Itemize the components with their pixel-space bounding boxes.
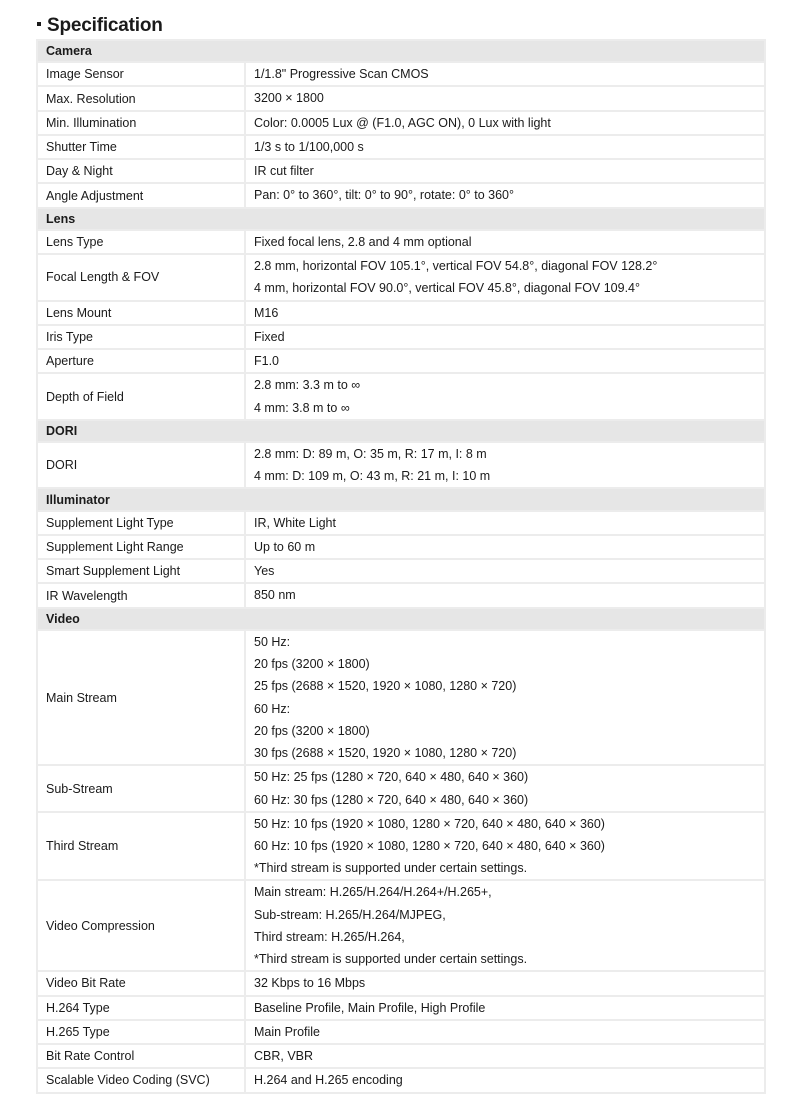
spec-label: Supplement Light Range xyxy=(37,535,245,559)
spec-value-line: Main Profile xyxy=(254,1024,320,1039)
section-title: Camera xyxy=(37,40,765,62)
spec-value-line: 850 nm xyxy=(254,588,296,603)
spec-value xyxy=(245,559,765,583)
spec-value xyxy=(245,325,765,349)
spec-label: Sub-Stream xyxy=(37,765,245,811)
spec-value-line: 2.8 mm: D: 89 m, O: 35 m, R: 17 m, I: 8 m xyxy=(254,446,487,461)
spec-value-line: Yes xyxy=(254,564,275,579)
spec-label: Max. Resolution xyxy=(37,86,245,110)
specification-table xyxy=(36,39,766,1094)
table-row xyxy=(37,86,765,110)
table-row xyxy=(37,1020,765,1044)
spec-label: IR Wavelength xyxy=(37,583,245,607)
spec-label: Bit Rate Control xyxy=(37,1044,245,1068)
spec-value-line: 1/3 s to 1/100,000 s xyxy=(254,139,364,154)
spec-value-line: 50 Hz: 10 fps (1920 × 1080, 1280 × 720, 640 × 480, 640 × 360) xyxy=(254,816,605,831)
spec-label: Lens Type xyxy=(37,230,245,254)
spec-value-line: 4 mm: 3.8 m to ∞ xyxy=(254,400,350,415)
spec-value-line: 2.8 mm, horizontal FOV 105.1°, vertical FOV 54.8°, diagonal FOV 128.2° xyxy=(254,259,658,274)
spec-label: Smart Supplement Light xyxy=(37,559,245,583)
spec-value xyxy=(245,159,765,183)
spec-label: Third Stream xyxy=(37,812,245,881)
section-title: DORI xyxy=(37,420,765,442)
spec-label: H.265 Type xyxy=(37,1020,245,1044)
spec-label: Focal Length & FOV xyxy=(37,254,245,300)
spec-value-line: 4 mm: D: 109 m, O: 43 m, R: 21 m, I: 10 m xyxy=(254,469,491,484)
spec-value xyxy=(245,442,765,488)
spec-value-line: M16 xyxy=(254,305,279,320)
section-header-illuminator xyxy=(37,488,765,510)
table-row xyxy=(37,511,765,535)
spec-label: Depth of Field xyxy=(37,373,245,419)
table-row xyxy=(37,765,765,811)
table-row xyxy=(37,183,765,207)
spec-label: Video Bit Rate xyxy=(37,971,245,995)
spec-label: Main Stream xyxy=(37,630,245,765)
spec-value xyxy=(245,812,765,881)
spec-label: Video Compression xyxy=(37,880,245,971)
spec-value-line: 4 mm, horizontal FOV 90.0°, vertical FOV 45.8°, diagonal FOV 109.4° xyxy=(254,281,641,296)
spec-value-line: 3200 × 1800 xyxy=(254,91,324,106)
spec-value-line: F1.0 xyxy=(254,354,280,369)
section-title: Lens xyxy=(37,208,765,230)
spec-value xyxy=(245,135,765,159)
spec-value xyxy=(245,1020,765,1044)
section-header-lens xyxy=(37,208,765,230)
spec-value xyxy=(245,111,765,135)
spec-label: Angle Adjustment xyxy=(37,183,245,207)
table-row xyxy=(37,135,765,159)
page-title-text: Specification xyxy=(47,15,163,36)
spec-label: H.264 Type xyxy=(37,996,245,1020)
spec-value xyxy=(245,62,765,86)
spec-label: Scalable Video Coding (SVC) xyxy=(37,1068,245,1092)
table-row xyxy=(37,1068,765,1092)
spec-value-line: 50 Hz: xyxy=(254,634,291,649)
spec-value xyxy=(245,254,765,300)
spec-value xyxy=(245,349,765,373)
spec-value xyxy=(245,535,765,559)
spec-value-line: *Third stream is supported under certain settings. xyxy=(254,952,528,967)
spec-label: Day & Night xyxy=(37,159,245,183)
spec-value-line: Up to 60 m xyxy=(254,539,316,554)
table-row xyxy=(37,630,765,765)
spec-value-line: 1/1.8" Progressive Scan CMOS xyxy=(254,67,429,82)
section-title: Illuminator xyxy=(37,488,765,510)
table-row xyxy=(37,1044,765,1068)
spec-value-line: 2.8 mm: 3.3 m to ∞ xyxy=(254,378,361,393)
spec-value xyxy=(245,373,765,419)
spec-value xyxy=(245,301,765,325)
table-row xyxy=(37,62,765,86)
square-bullet-icon xyxy=(37,22,41,26)
spec-value-line: CBR, VBR xyxy=(254,1049,314,1064)
spec-value-line: Baseline Profile, Main Profile, High Profile xyxy=(254,1000,486,1015)
spec-value-line: 25 fps (2688 × 1520, 1920 × 1080, 1280 × 720) xyxy=(254,679,517,694)
table-row xyxy=(37,373,765,419)
table-row xyxy=(37,535,765,559)
spec-value xyxy=(245,183,765,207)
table-row xyxy=(37,301,765,325)
spec-value xyxy=(245,1068,765,1092)
table-row xyxy=(37,559,765,583)
spec-label: DORI xyxy=(37,442,245,488)
table-row xyxy=(37,971,765,995)
spec-label: Image Sensor xyxy=(37,62,245,86)
section-header-camera xyxy=(37,40,765,62)
table-row xyxy=(37,583,765,607)
spec-value-line: 60 Hz: xyxy=(254,701,291,716)
table-row xyxy=(37,812,765,881)
spec-value-line: Sub-stream: H.265/H.264/MJPEG, xyxy=(254,907,446,922)
spec-value xyxy=(245,996,765,1020)
table-row xyxy=(37,230,765,254)
table-row xyxy=(37,996,765,1020)
table-row xyxy=(37,349,765,373)
spec-value xyxy=(245,511,765,535)
spec-value-line: 30 fps (2688 × 1520, 1920 × 1080, 1280 × 720) xyxy=(254,746,517,761)
table-row xyxy=(37,111,765,135)
table-row xyxy=(37,442,765,488)
section-header-dori xyxy=(37,420,765,442)
spec-value-line: IR, White Light xyxy=(254,515,336,530)
spec-value xyxy=(245,1044,765,1068)
table-row xyxy=(37,880,765,971)
spec-label: Supplement Light Type xyxy=(37,511,245,535)
spec-label: Lens Mount xyxy=(37,301,245,325)
spec-label: Aperture xyxy=(37,349,245,373)
spec-value-line: 20 fps (3200 × 1800) xyxy=(254,723,370,738)
spec-value-line: Fixed xyxy=(254,329,285,344)
spec-value-line: Fixed focal lens, 2.8 and 4 mm optional xyxy=(254,234,472,249)
section-header-video xyxy=(37,608,765,630)
spec-value-line: 60 Hz: 10 fps (1920 × 1080, 1280 × 720, 640 × 480, 640 × 360) xyxy=(254,838,605,853)
page-title xyxy=(37,14,163,38)
specification-table-body xyxy=(37,40,765,1093)
spec-value-line: 32 Kbps to 16 Mbps xyxy=(254,976,366,991)
spec-value-line: Main stream: H.265/H.264/H.264+/H.265+, xyxy=(254,885,492,900)
spec-value xyxy=(245,971,765,995)
spec-label: Min. Illumination xyxy=(37,111,245,135)
table-row xyxy=(37,254,765,300)
spec-value-line: Pan: 0° to 360°, tilt: 0° to 90°, rotate: 0° to 360° xyxy=(254,188,515,203)
spec-value-line: Third stream: H.265/H.264, xyxy=(254,929,405,944)
table-row xyxy=(37,325,765,349)
spec-label: Iris Type xyxy=(37,325,245,349)
spec-value-line: *Third stream is supported under certain settings. xyxy=(254,861,528,876)
spec-value xyxy=(245,630,765,765)
section-title: Video xyxy=(37,608,765,630)
spec-value xyxy=(245,880,765,971)
spec-value-line: H.264 and H.265 encoding xyxy=(254,1073,403,1088)
spec-value-line: 60 Hz: 30 fps (1280 × 720, 640 × 480, 640 × 360) xyxy=(254,792,529,807)
spec-value xyxy=(245,230,765,254)
spec-value-line: IR cut filter xyxy=(254,164,314,179)
spec-value-line: 50 Hz: 25 fps (1280 × 720, 640 × 480, 640 × 360) xyxy=(254,770,529,785)
spec-value-line: 20 fps (3200 × 1800) xyxy=(254,657,370,672)
spec-value xyxy=(245,765,765,811)
spec-label: Shutter Time xyxy=(37,135,245,159)
table-row xyxy=(37,159,765,183)
spec-value xyxy=(245,86,765,110)
spec-value xyxy=(245,583,765,607)
spec-value-line: Color: 0.0005 Lux @ (F1.0, AGC ON), 0 Lux with light xyxy=(254,115,551,130)
